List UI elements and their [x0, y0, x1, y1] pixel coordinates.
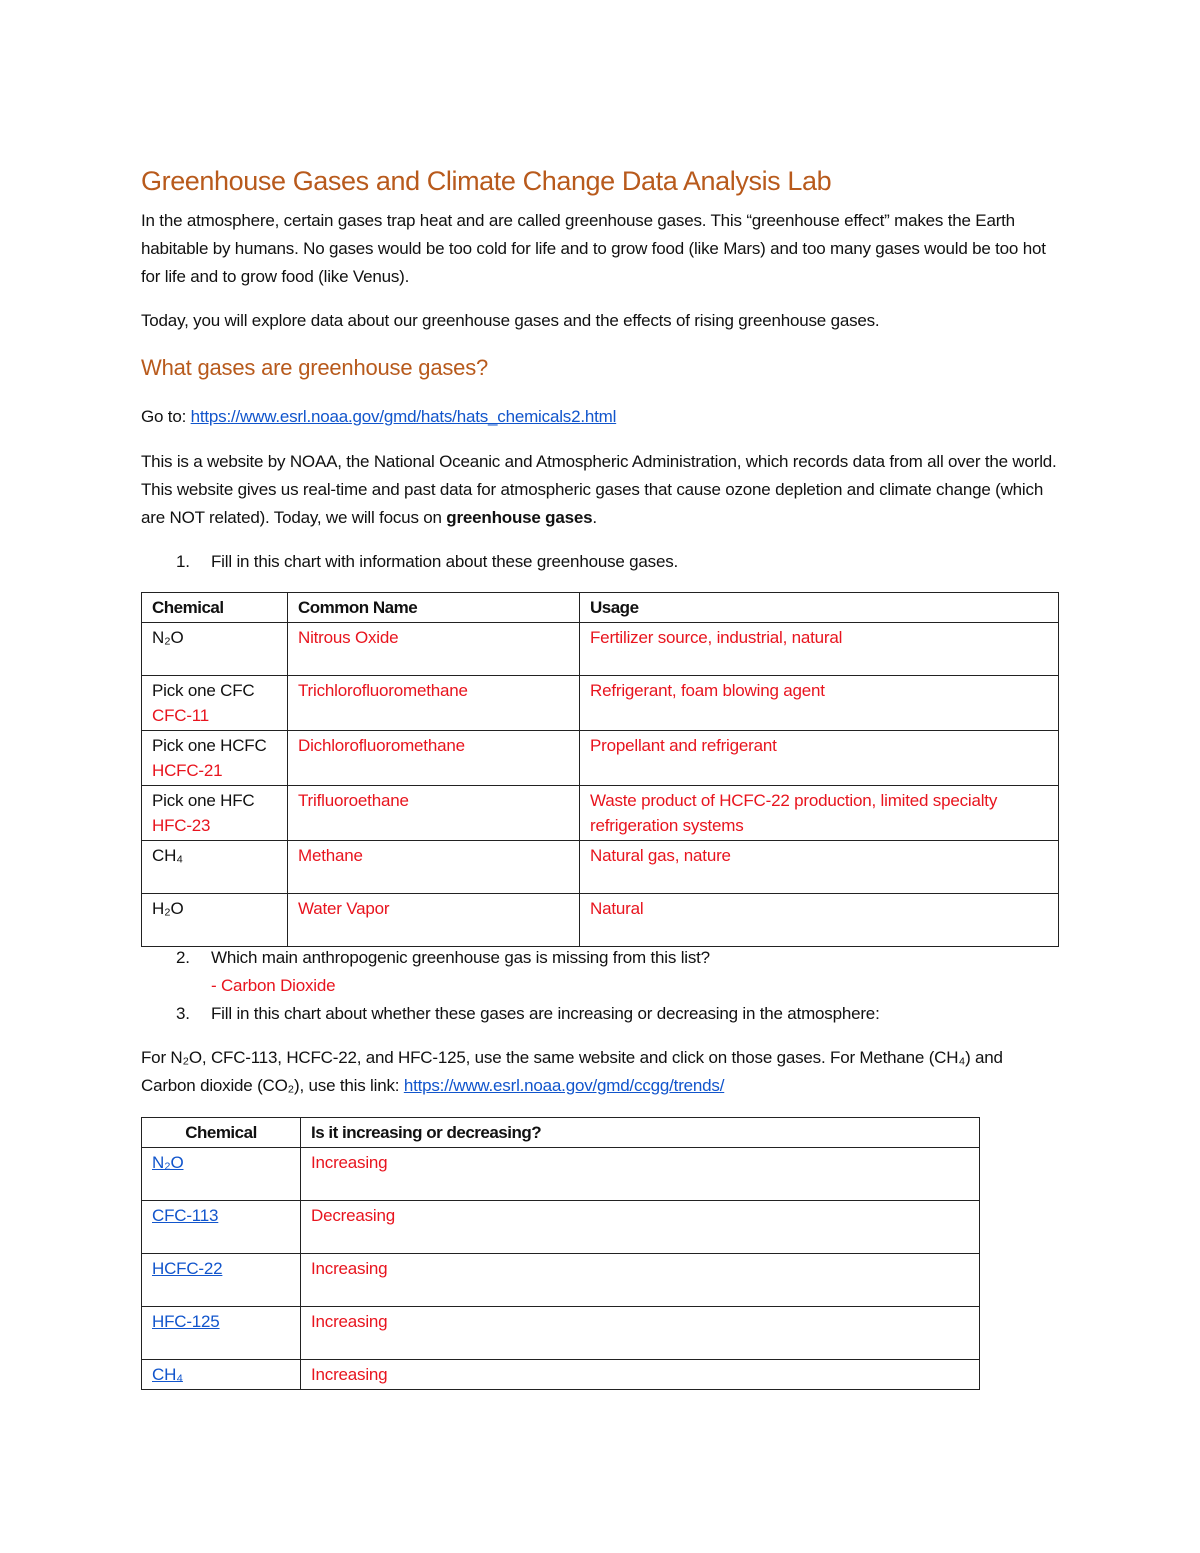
chemical-label: N₂O	[152, 628, 184, 647]
question-1	[176, 548, 678, 576]
header-trend: Is it increasing or decreasing?	[301, 1118, 980, 1148]
header-chemical: Chemical	[142, 1118, 301, 1148]
chemical-link[interactable]: HFC-125	[152, 1312, 220, 1331]
q1-number: 1.	[176, 552, 190, 571]
chemical-cell	[142, 1148, 301, 1201]
chemical-link[interactable]: CH₄	[152, 1365, 183, 1384]
chemical-cell	[142, 894, 288, 947]
table-row	[142, 894, 1059, 947]
chemical-pick[interactable]: HFC-23	[152, 816, 211, 835]
noaa-text: This is a website by NOAA, the National Oceanic and Atmospheric Administration, which records data from all over the world. This website gives us real-time and past data for atmospheric gases that cause ozone depletion and climate change (which are NOT related). Today, we will focus on	[141, 452, 1057, 527]
header-chemical: Chemical	[142, 593, 288, 623]
trend-cell[interactable]: Increasing	[301, 1254, 980, 1307]
common-name-cell[interactable]: Water Vapor	[288, 894, 580, 947]
usage-cell[interactable]: Waste product of HCFC-22 production, limited specialty refrigeration systems	[580, 786, 1059, 841]
chemical-cell	[142, 676, 288, 731]
chemical-cell	[142, 623, 288, 676]
usage-cell[interactable]: Propellant and refrigerant	[580, 731, 1059, 786]
usage-cell[interactable]: Refrigerant, foam blowing agent	[580, 676, 1059, 731]
chemical-link[interactable]: HCFC-22	[152, 1259, 223, 1278]
page-title: Greenhouse Gases and Climate Change Data Analysis Lab	[141, 166, 832, 196]
trend-cell[interactable]: Decreasing	[301, 1201, 980, 1254]
question-2	[176, 944, 710, 1000]
chemical-cell	[142, 1307, 301, 1360]
chemical-cell	[142, 786, 288, 841]
today-paragraph: Today, you will explore data about our greenhouse gases and the effects of rising greenhouse gases.	[141, 311, 880, 330]
q3-number: 3.	[176, 1004, 190, 1023]
table-row	[142, 1254, 980, 1307]
common-name-cell[interactable]: Trifluoroethane	[288, 786, 580, 841]
chemical-label: Pick one HFC	[152, 791, 255, 810]
table-row	[142, 1307, 980, 1360]
table-row	[142, 623, 1059, 676]
chemical-cell	[142, 1360, 301, 1390]
question-3	[176, 1000, 880, 1028]
table-row	[142, 676, 1059, 731]
table-row	[142, 1201, 980, 1254]
chemical-link[interactable]: CFC-113	[152, 1206, 219, 1225]
common-name-cell[interactable]: Methane	[288, 841, 580, 894]
hats-link[interactable]: https://www.esrl.noaa.gov/gmd/hats/hats_chemicals2.html	[190, 407, 617, 426]
chemical-cell	[142, 731, 288, 786]
q1-text: Fill in this chart with information about these greenhouse gases.	[211, 552, 679, 571]
q2-answer[interactable]: - Carbon Dioxide	[211, 976, 336, 995]
noaa-paragraph	[141, 448, 1061, 532]
table-row	[142, 786, 1059, 841]
common-name-cell[interactable]: Dichlorofluoromethane	[288, 731, 580, 786]
noaa-bold: greenhouse gases	[446, 508, 593, 527]
q2-text: Which main anthropogenic greenhouse gas is missing from this list?	[211, 948, 710, 967]
goto-line	[141, 403, 1061, 431]
instructions-paragraph	[141, 1044, 1061, 1100]
header-usage: Usage	[580, 593, 1059, 623]
chemical-label: CH₄	[152, 846, 183, 865]
instructions-text: For N₂O, CFC-113, HCFC-22, and HFC-125, use the same website and click on those gases. For Methane (CH₄) and Carbon dioxide (CO₂), use this link:	[141, 1048, 1003, 1095]
chemical-cell	[142, 1254, 301, 1307]
trend-table	[141, 1117, 980, 1390]
chemical-cell	[142, 841, 288, 894]
chemical-label: Pick one HCFC	[152, 736, 267, 755]
usage-cell[interactable]: Natural gas, nature	[580, 841, 1059, 894]
table-row	[142, 841, 1059, 894]
greenhouse-gas-table	[141, 592, 1059, 947]
trend-cell[interactable]: Increasing	[301, 1307, 980, 1360]
header-common-name: Common Name	[288, 593, 580, 623]
trend-cell[interactable]: Increasing	[301, 1148, 980, 1201]
chemical-link[interactable]: N₂O	[152, 1153, 184, 1172]
intro-paragraph: In the atmosphere, certain gases trap heat and are called greenhouse gases. This “greenhouse effect” makes the Earth habitable by humans. No gases would be too cold for life and to grow food (like Mars) and too many gases would be too hot for life and to grow food (like Venus).	[141, 211, 1046, 286]
table-row	[142, 1148, 980, 1201]
usage-cell[interactable]: Natural	[580, 894, 1059, 947]
trend-cell[interactable]: Increasing	[301, 1360, 980, 1390]
chemical-label: H₂O	[152, 899, 184, 918]
common-name-cell[interactable]: Trichlorofluoromethane	[288, 676, 580, 731]
usage-cell[interactable]: Fertilizer source, industrial, natural	[580, 623, 1059, 676]
chemical-pick[interactable]: CFC-11	[152, 706, 210, 725]
section-heading: What gases are greenhouse gases?	[141, 355, 489, 380]
chemical-label: Pick one CFC	[152, 681, 255, 700]
table-row	[142, 1360, 980, 1390]
noaa-end: .	[592, 508, 597, 527]
goto-label: Go to:	[141, 407, 191, 426]
chemical-cell	[142, 1201, 301, 1254]
trends-link[interactable]: https://www.esrl.noaa.gov/gmd/ccgg/trends/	[403, 1076, 725, 1095]
q2-number: 2.	[176, 948, 190, 967]
q3-text: Fill in this chart about whether these gases are increasing or decreasing in the atmosphere:	[211, 1004, 880, 1023]
chemical-pick[interactable]: HCFC-21	[152, 761, 223, 780]
common-name-cell[interactable]: Nitrous Oxide	[288, 623, 580, 676]
table-row	[142, 731, 1059, 786]
